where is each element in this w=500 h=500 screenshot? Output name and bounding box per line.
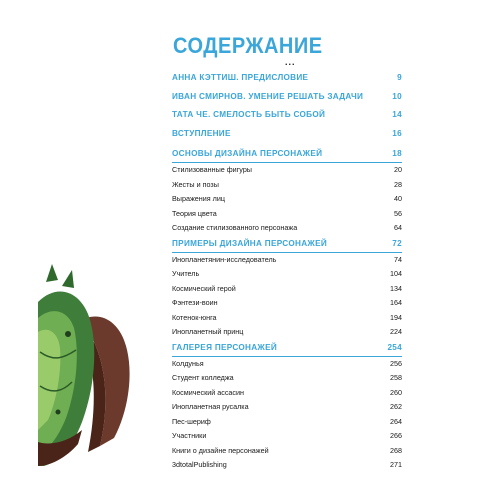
toc-label: ТАТА ЧЕ. СМЕЛОСТЬ БЫТЬ СОБОЙ xyxy=(172,110,326,120)
toc-label: Жесты и позы xyxy=(172,179,219,189)
toc-item xyxy=(172,444,402,459)
toc-heading xyxy=(172,340,402,357)
toc-page-number: 224 xyxy=(390,327,402,337)
toc-label: АННА КЭТТИШ. ПРЕДИСЛОВИЕ xyxy=(172,73,309,82)
table-of-contents xyxy=(172,69,402,473)
toc-page-number: 56 xyxy=(394,208,402,218)
toc-item xyxy=(172,221,402,236)
toc-page-number: 74 xyxy=(394,254,402,264)
toc-page-number: 258 xyxy=(390,373,402,383)
toc-item xyxy=(172,415,402,430)
toc-page-number: 14 xyxy=(392,110,402,120)
toc-label: ГАЛЕРЕЯ ПЕРСОНАЖЕЙ xyxy=(172,342,278,352)
page-title: СОДЕРЖАНИЕ xyxy=(173,34,323,59)
toc-label: Инопланетный принц xyxy=(172,327,244,337)
toc-label: Выражения лиц xyxy=(172,194,225,204)
toc-page-number: 264 xyxy=(390,416,402,426)
toc-item xyxy=(172,192,402,207)
toc-item xyxy=(172,311,402,326)
toc-item xyxy=(172,371,402,386)
toc-page-number: 194 xyxy=(390,312,402,322)
toc-label: Инопланетянин-исследователь xyxy=(172,254,277,264)
toc-label: ВСТУПЛЕНИЕ xyxy=(172,128,231,138)
toc-page-number: 28 xyxy=(394,179,402,189)
toc-item xyxy=(172,357,402,372)
toc-item xyxy=(172,429,402,444)
toc-page-number: 72 xyxy=(392,238,402,248)
toc-page-number: 16 xyxy=(392,128,402,138)
toc-label: Котенок-юнга xyxy=(172,312,217,322)
toc-heading xyxy=(172,236,402,253)
toc-page-number: 260 xyxy=(390,387,402,397)
toc-page-number: 40 xyxy=(394,194,402,204)
toc-label: Студент колледжа xyxy=(172,373,234,383)
toc-item xyxy=(172,207,402,222)
title-dots: ... xyxy=(285,57,296,67)
toc-label: Учитель xyxy=(172,269,200,279)
toc-page-number: 20 xyxy=(394,165,402,175)
toc-heading xyxy=(172,88,402,107)
toc-label: Стилизованные фигуры xyxy=(172,165,252,175)
toc-page-number: 256 xyxy=(390,358,402,368)
toc-label: Колдунья xyxy=(172,358,204,368)
toc-item xyxy=(172,400,402,415)
toc-page-number: 164 xyxy=(390,298,402,308)
toc-page-number: 104 xyxy=(390,269,402,279)
toc-page-number: 254 xyxy=(387,342,402,352)
toc-page-number: 262 xyxy=(390,402,402,412)
character-illustration xyxy=(38,262,134,468)
toc-item xyxy=(172,178,402,193)
toc-label: ОСНОВЫ ДИЗАЙНА ПЕРСОНАЖЕЙ xyxy=(172,149,323,159)
toc-heading xyxy=(172,146,402,163)
toc-page-number: 271 xyxy=(390,460,402,470)
toc-label: 3dtotalPublishing xyxy=(172,460,227,470)
toc-label: Книги о дизайне персонажей xyxy=(172,445,269,455)
toc-heading xyxy=(172,125,402,144)
toc-page-number: 10 xyxy=(392,91,402,101)
toc-item xyxy=(172,296,402,311)
toc-page-number: 134 xyxy=(390,283,402,293)
toc-label: Космический герой xyxy=(172,283,236,293)
toc-label: Участники xyxy=(172,431,207,441)
toc-label: ПРИМЕРЫ ДИЗАЙНА ПЕРСОНАЖЕЙ xyxy=(172,238,328,248)
toc-page-number: 18 xyxy=(392,149,402,159)
toc-label: Космический ассасин xyxy=(172,387,245,397)
toc-heading xyxy=(172,69,402,88)
toc-label: Фэнтези-воин xyxy=(172,298,218,308)
toc-page-number: 9 xyxy=(397,73,402,82)
toc-item xyxy=(172,386,402,401)
toc-item xyxy=(172,267,402,282)
toc-page-number: 268 xyxy=(390,445,402,455)
toc-item xyxy=(172,325,402,340)
toc-item xyxy=(172,163,402,178)
toc-label: Пес-шериф xyxy=(172,416,211,426)
toc-page-number: 266 xyxy=(390,431,402,441)
toc-item xyxy=(172,458,402,473)
toc-label: Теория цвета xyxy=(172,208,217,218)
toc-item xyxy=(172,253,402,268)
toc-label: Инопланетная русалка xyxy=(172,402,249,412)
toc-item xyxy=(172,282,402,297)
toc-heading xyxy=(172,106,402,125)
toc-page-number: 64 xyxy=(394,223,402,233)
toc-label: Создание стилизованного персонажа xyxy=(172,223,298,233)
toc-label: ИВАН СМИРНОВ. УМЕНИЕ РЕШАТЬ ЗАДАЧИ xyxy=(172,91,364,101)
